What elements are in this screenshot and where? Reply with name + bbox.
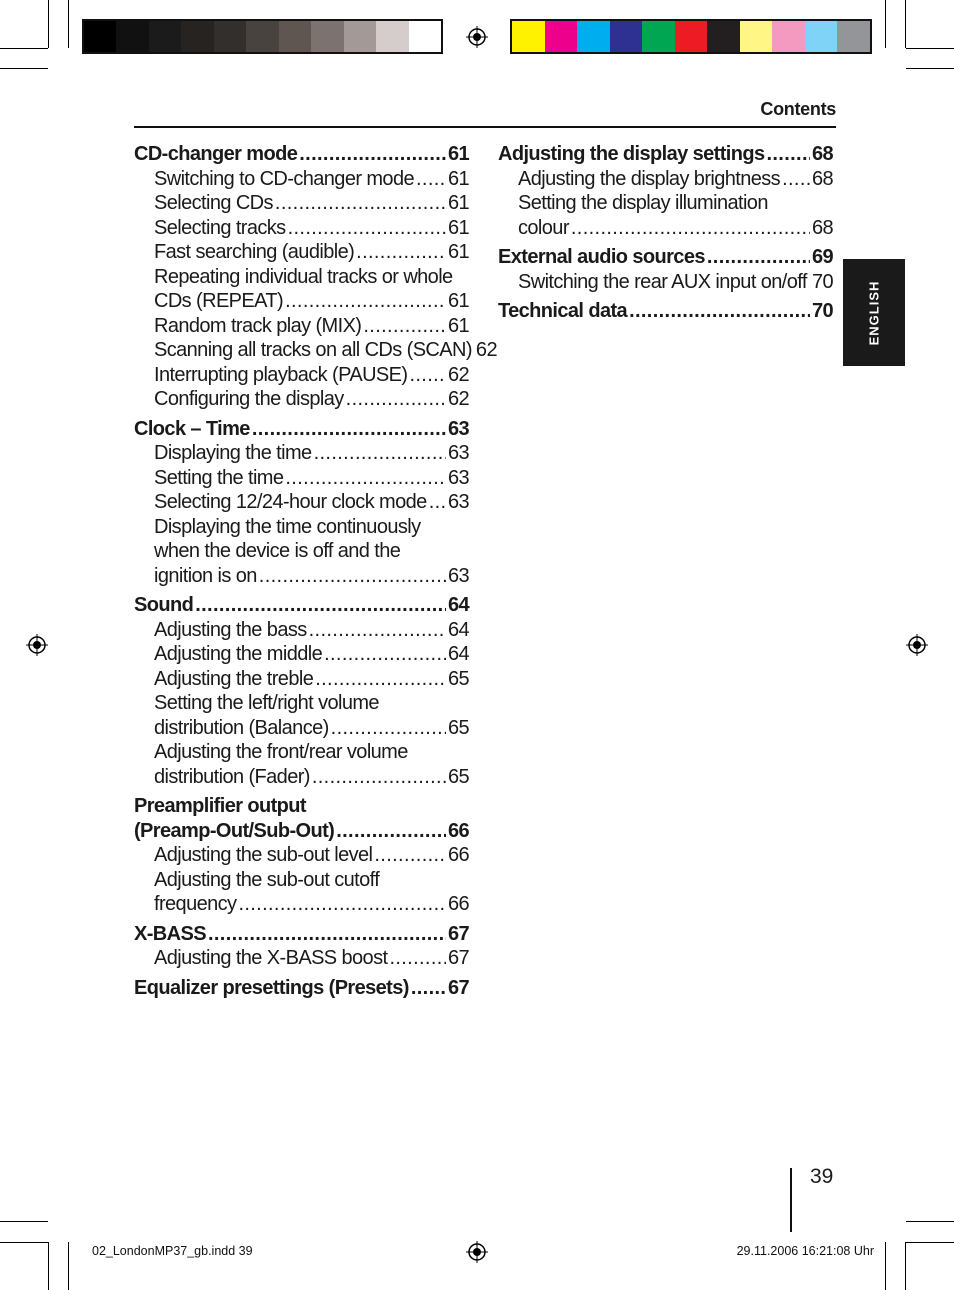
toc-entry-label: ignition is on: [154, 564, 257, 587]
toc-entry-label: CD-changer mode: [134, 143, 298, 165]
toc-page-number: 68: [811, 216, 833, 239]
dot-leader: [285, 466, 446, 491]
toc-entry-label: Displaying the time: [154, 442, 312, 464]
toc-entry: [134, 314, 469, 339]
toc-entry: [134, 843, 469, 868]
toc-entry-label: Scanning all tracks on all CDs (SCAN): [154, 339, 472, 361]
dot-leader: [208, 922, 446, 947]
toc-entry-label: Adjusting the display settings: [498, 143, 765, 165]
toc-entry-label: Adjusting the sub-out level: [154, 844, 373, 866]
toc-entry-label: Fast searching (audible): [154, 241, 355, 263]
toc-entry: [134, 564, 469, 589]
toc-page-number: 63: [447, 564, 469, 587]
toc-section: [134, 971, 469, 1001]
toc-page-number: 64: [447, 618, 469, 641]
color-swatch: [772, 21, 805, 52]
toc-page-number: 61: [447, 314, 469, 337]
dot-leader: [409, 363, 445, 388]
toc-entry-label: Switching to CD-changer mode: [154, 167, 414, 190]
dot-leader: [629, 299, 810, 324]
toc-section-heading: [498, 142, 833, 167]
toc-entry: [134, 167, 469, 192]
toc-entry-label-line: when the device is off and the: [154, 540, 401, 562]
toc-entry: [134, 946, 469, 971]
toc-page-number: 67: [447, 947, 469, 969]
color-swatch: [837, 21, 870, 52]
toc-entry-label: Clock – Time: [134, 417, 250, 440]
toc-entry-label-line: Repeating individual tracks or whole: [154, 265, 453, 288]
toc-entry-label-line: Setting the left/right volume: [154, 692, 379, 714]
header-rule: [134, 126, 836, 128]
footer-datetime: 29.11.2006 16:21:08 Uhr: [736, 1244, 874, 1258]
toc-page-number: 66: [447, 844, 469, 866]
toc-entry-label: Setting the time: [154, 466, 284, 489]
toc-section: [134, 142, 497, 412]
color-swatch: [149, 21, 181, 52]
toc-entry-label: X-BASS: [134, 922, 206, 945]
dot-leader: [312, 765, 446, 790]
dot-leader: [324, 642, 446, 667]
toc-entry-label: colour: [518, 216, 569, 239]
toc-page-number: 61: [447, 216, 469, 239]
color-swatch: [116, 21, 148, 52]
toc-entry-label: Equalizer presettings (Presets): [134, 976, 409, 999]
toc-section-heading: [134, 417, 469, 442]
toc-page-number: 63: [447, 442, 469, 464]
color-swatch: [214, 21, 246, 52]
toc-entry: [498, 270, 833, 295]
toc-entry-label-line: Adjusting the front/rear volume: [154, 741, 408, 763]
color-swatch: [279, 21, 311, 52]
dot-leader: [331, 716, 446, 741]
toc-entry: [134, 240, 469, 265]
toc-entry-label: Random track play (MIX): [154, 314, 362, 337]
toc-entry-label-line: Adjusting the sub-out cutoff: [154, 868, 380, 891]
toc-section-heading: [134, 593, 469, 618]
toc-page-number: 66: [447, 819, 469, 842]
registration-mark-icon: [466, 1241, 488, 1263]
toc-entry-label: Interrupting playback (PAUSE): [154, 363, 408, 386]
color-swatch: [675, 21, 708, 52]
grayscale-color-bar: [82, 19, 443, 54]
dot-leader: [285, 289, 446, 314]
toc-entry: [134, 441, 469, 466]
toc-section: [498, 142, 833, 240]
toc-entry: [134, 618, 469, 643]
toc-page-number: 65: [447, 667, 469, 690]
color-swatch: [707, 21, 740, 52]
toc-entry-label: (Preamp-Out/Sub-Out): [134, 819, 335, 842]
registration-mark-icon: [466, 26, 488, 48]
dot-leader: [707, 245, 810, 270]
toc-section: [134, 412, 469, 589]
toc-entry: [134, 765, 469, 790]
toc-entry-label: Sound: [134, 594, 194, 616]
color-swatch: [577, 21, 610, 52]
color-swatch: [740, 21, 773, 52]
color-swatch: [376, 21, 408, 52]
toc-page-number: 65: [447, 716, 469, 739]
color-swatch: [311, 21, 343, 52]
toc-entry-label-line: Setting the display illumination: [518, 192, 768, 214]
toc-page-number: 70: [811, 300, 833, 322]
dot-leader: [363, 314, 446, 339]
dot-leader: [809, 270, 810, 295]
toc-entry-label: distribution (Balance): [154, 716, 329, 739]
toc-entry: [134, 466, 469, 491]
toc-page-number: 62: [447, 363, 469, 386]
toc-entry-label: distribution (Fader): [154, 765, 310, 788]
toc-page-number: 64: [447, 594, 469, 616]
dot-leader: [252, 417, 446, 442]
toc-page-number: 68: [811, 143, 833, 165]
footer-file-name: 02_LondonMP37_gb.indd 39: [92, 1244, 253, 1258]
dot-leader: [416, 167, 446, 192]
toc-page-number: 62: [447, 388, 469, 410]
toc-page-number: 68: [811, 167, 833, 190]
toc-entry: [134, 216, 469, 241]
toc-page-number: 61: [447, 143, 469, 165]
dot-leader: [782, 167, 810, 192]
toc-entry-label: Adjusting the X-BASS boost: [154, 947, 388, 969]
dot-leader: [429, 490, 446, 515]
dot-leader: [275, 191, 446, 216]
toc-entry: [134, 338, 497, 363]
toc-section-heading: [498, 245, 833, 270]
toc-entry-label-line: Preamplifier output: [134, 795, 306, 817]
toc-entry-label: External audio sources: [498, 246, 705, 268]
toc-entry: [134, 191, 469, 216]
toc-page-number: 61: [447, 290, 469, 312]
toc-entry-label: Selecting 12/24-hour clock mode: [154, 491, 427, 513]
toc-section: [498, 240, 833, 294]
dot-leader: [571, 216, 810, 241]
color-swatch: [642, 21, 675, 52]
toc-section: [498, 294, 833, 324]
color-swatch: [545, 21, 578, 52]
toc-entry-label: CDs (REPEAT): [154, 290, 284, 312]
toc-entry-label: Adjusting the display brightness: [518, 167, 781, 190]
toc-section-heading: [134, 976, 469, 1001]
toc-page-number: 67: [447, 976, 469, 999]
toc-page-number: 66: [447, 893, 469, 915]
color-swatch: [512, 21, 545, 52]
color-swatch: [84, 21, 116, 52]
dot-leader: [309, 618, 446, 643]
dot-leader: [389, 946, 446, 971]
dot-leader: [766, 142, 809, 167]
dot-leader: [346, 387, 446, 412]
toc-entry: [498, 216, 833, 241]
toc-page-number: 62: [475, 339, 497, 361]
toc-entry: [134, 363, 469, 388]
toc-entry-label-line: Displaying the time continuously: [154, 515, 421, 538]
dot-leader: [238, 892, 446, 917]
page-header-title: Contents: [760, 99, 836, 119]
language-tab: [843, 259, 905, 366]
toc-page-number: 64: [447, 643, 469, 665]
toc-page-number: 70: [811, 270, 833, 293]
toc-entry-label: Selecting CDs: [154, 192, 273, 214]
toc-section-heading: [498, 299, 833, 324]
toc-entry-label: Adjusting the treble: [154, 667, 314, 690]
dot-leader: [299, 142, 446, 167]
toc-right-column: [498, 142, 833, 324]
dot-leader: [314, 441, 446, 466]
color-swatch: [181, 21, 213, 52]
toc-entry: [134, 716, 469, 741]
color-swatch: [805, 21, 838, 52]
toc-entry-label: Configuring the display: [154, 388, 344, 410]
registration-mark-icon: [906, 634, 928, 656]
dot-leader: [315, 667, 446, 692]
toc-entry: [134, 387, 469, 412]
toc-page-number: 61: [447, 167, 469, 190]
color-swatch: [409, 21, 441, 52]
toc-page-number: 61: [447, 192, 469, 214]
toc-entry-label: frequency: [154, 893, 237, 915]
toc-section-heading: [134, 922, 469, 947]
dot-leader: [195, 593, 446, 618]
toc-entry: [498, 167, 833, 192]
toc-entry-label: Selecting tracks: [154, 216, 286, 239]
dot-leader: [356, 240, 446, 265]
toc-page-number: 63: [447, 491, 469, 513]
toc-section: [134, 917, 469, 971]
color-swatch: [344, 21, 376, 52]
toc-entry: [134, 642, 469, 667]
page-number: 39: [810, 1165, 834, 1188]
toc-section-heading: [134, 142, 469, 167]
page-number-rule: [790, 1168, 792, 1232]
toc-entry: [134, 490, 469, 515]
toc-page-number: 63: [447, 466, 469, 489]
toc-section: [134, 588, 469, 789]
toc-section-heading: [134, 819, 469, 844]
toc-entry-label: Adjusting the middle: [154, 643, 323, 665]
toc-section: [134, 789, 469, 917]
toc-page-number: 65: [447, 765, 469, 788]
dot-leader: [259, 564, 446, 589]
dot-leader: [411, 976, 446, 1001]
toc-entry-label: Switching the rear AUX input on/off: [518, 270, 807, 293]
color-swatch: [246, 21, 278, 52]
toc-page-number: 69: [811, 246, 833, 268]
toc-entry: [134, 667, 469, 692]
toc-page-number: 63: [447, 417, 469, 440]
dot-leader: [336, 819, 446, 844]
toc-left-column: [134, 142, 497, 1000]
toc-page-number: 61: [447, 241, 469, 263]
process-color-bar: [510, 19, 872, 54]
dot-leader: [374, 843, 446, 868]
toc-entry: [134, 289, 469, 314]
toc-page-number: 67: [447, 922, 469, 945]
registration-mark-icon: [26, 634, 48, 656]
toc-entry-label: Technical data: [498, 300, 628, 322]
dot-leader: [288, 216, 446, 241]
color-swatch: [610, 21, 643, 52]
toc-entry-label: Adjusting the bass: [154, 618, 307, 641]
toc-entry: [134, 892, 469, 917]
language-tab-label: ENGLISH: [866, 280, 882, 345]
